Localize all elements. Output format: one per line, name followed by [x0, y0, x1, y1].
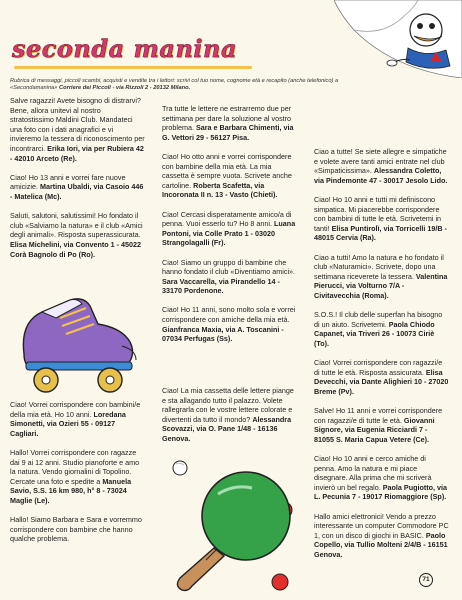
message-7 — [162, 104, 297, 142]
page-title: seconda manina — [12, 34, 238, 63]
message-text: Ciao a tutte! Se siete allegre e simpatiche e volete avere tanti amici entrate nel club «Simpaticissima». — [314, 147, 447, 176]
message-address: Giovanni Signore, via Eugenia Ricciardi 7 - 81055 S. Maria Capua Vetere (Ce). — [314, 415, 435, 444]
title-underline — [14, 66, 252, 69]
message-6 — [10, 515, 145, 544]
message-8 — [162, 152, 297, 200]
message-address: Manuela Savio, S.S. 16 km 980, h° 8 - 73024 Maglie (Le). — [10, 476, 132, 505]
message-5 — [10, 448, 145, 506]
column-1 — [10, 96, 145, 269]
intro-lead: Rubrica di messaggi, piccoli scambi, acquisti e vendite tra i lettori: scrivi col tuo nome, cognome età e recapito (anche telefonico) a «Secondamanina» — [10, 78, 339, 91]
message-text: Ciao! Ho 10 anni e tutti mi definiscono simpatica. Mi piacerebbe corrispondere con bambini di tutte le età. Scrivetemi in tanti! — [314, 194, 442, 233]
column-3 — [314, 147, 449, 569]
roller-skate-icon — [12, 282, 142, 398]
message-19 — [314, 454, 449, 502]
message-text: Hallo amici elettronici! Vendo a prezzo interessante un computer Commodore PC 1, con un disco di giochi in BASIC. — [314, 511, 449, 540]
page-curl-duck-icon — [334, 0, 462, 78]
column-2-continued — [162, 386, 297, 444]
message-text: Ciao a tutti! Amo la natura e ho fondato il club «Naturamici». Scrivete, dopo una settimana riceverete la tessera. — [314, 252, 444, 281]
message-1 — [10, 96, 145, 163]
message-text: Ciao! Vorrei corrispondere con ragazzi/e di tutte le età. Risposta assicurata. — [314, 358, 443, 377]
message-address: Sara e Barbara Chimenti, via G. Vettori 29 - 56127 Pisa. — [162, 123, 294, 142]
message-9 — [162, 210, 297, 248]
message-text: Saluti, salutoni, salutissimi! Ho fondato il club «Salviamo la natura» e il club «Amici degli animali». Risposta superassicurata. — [10, 211, 143, 240]
message-text: Ciao! Vorrei corrispondere con bambini/e della mia età. Ho 10 anni. — [10, 400, 141, 419]
message-20 — [314, 512, 449, 560]
message-10 — [162, 258, 297, 296]
message-15 — [314, 253, 449, 301]
column-1-continued — [10, 400, 145, 554]
message-text: Ciao! Siamo un gruppo di bambine che hanno fondato il club «Diventiamo amici». — [162, 257, 296, 277]
message-4 — [10, 400, 145, 438]
message-text: Ciao! Ho 11 anni, sono molto sola e vorrei corrispondere con amiche della mia età. — [162, 305, 296, 325]
message-address: Elisa Devecchi, via Dante Alighieri 10 - 27020 Breme (Pv). — [314, 367, 449, 396]
message-address: Paolo Copello, via Tullio Molteni 2/4/B - 16151 Genova. — [314, 530, 448, 559]
message-3-lead — [10, 211, 145, 259]
message-2 — [10, 173, 145, 202]
message-text: Salve! Ho 11 anni e vorrei corrispondere con ragazzi/e di tutte le età. — [314, 406, 443, 425]
message-address: Martina Ubaldi, via Casoio 446 - Matelica (Mc). — [10, 182, 144, 201]
message-text: Ciao! Ho 10 anni e cerco amiche di penna. Amo la natura e mi piace disegnare. Alla prima che mi scriverà invierò un bel regalo. — [314, 454, 432, 492]
column-2 — [162, 104, 297, 353]
message-17 — [314, 358, 449, 396]
message-text: Salve ragazzi! Avete bisogno di distrarvi? Bene, allora unitevi al nostro stratostissimo Maldini Club. Mandateci una foto con i dati anagrafici e vi invieremo la tessera di riconoscimento per incontrarci. — [10, 96, 145, 153]
message-14 — [314, 195, 449, 243]
message-address: Gianfranca Maxia, via A. Toscanini - 07034 Perfugas (Ss). — [162, 324, 284, 344]
message-address: Paola Pugiotto, via L. Pecunia 7 - 19017 Riomaggiore (Sp). — [314, 482, 448, 502]
message-11 — [162, 305, 297, 343]
page-header — [0, 0, 462, 91]
message-address: Sara Vaccarella, via Pirandello 14 - 33170 Pordenone. — [162, 276, 280, 296]
page-number: 71 — [419, 573, 433, 587]
message-address: Elisa Michelini, via Convento 1 - 45022 Corà Bagnolo di Po (Ro). — [10, 239, 142, 259]
message-text: Ciao! Ho 13 anni e vorrei fare nuove amicizie. — [10, 172, 126, 192]
message-address: Valentina Pierucci, via Volturno 7/A - Civitavecchia (Roma). — [314, 271, 448, 300]
message-address: Paola Chiodo Capanet, via Triveri 26 - 10073 Ciriè (To). — [314, 319, 435, 348]
message-18 — [314, 406, 449, 444]
intro-tail: Corriere dei Piccoli - via Rizzoli 2 - 20132 Milano. — [59, 85, 191, 91]
message-address: Alessandra Coletto, via Pindemonte 47 - 30017 Jesolo Lido. — [314, 166, 448, 185]
message-text: Hallo! Siamo Barbara e Sara e vorremmo corrispondere con bambine che hanno qualche problema. — [10, 515, 142, 544]
message-address: Alessandra Scovazzi, via O. Pane 1/48 - 16136 Genova. — [162, 414, 292, 443]
message-address: Luana Pontoni, via Colle Prato 1 - 03020 Strangolagalli (Fr). — [162, 219, 296, 248]
message-address: Elisa Puntirolì, via Torricelli 19/B - 48015 Cervia (Ra). — [314, 223, 447, 243]
message-13 — [314, 147, 449, 185]
message-16 — [314, 310, 449, 348]
message-address: Erika Iori, via per Rubiera 42 - 42010 Arceto (Re). — [10, 143, 144, 163]
message-text: S.O.S.! Il club delle superfan ha bisogno di un aiuto. Scrivetemi. — [314, 310, 443, 329]
message-text: Ciao! La mia cassetta delle lettere piange e sta allagando tutto il palazzo. Volete rallegrarla con le vostre lettere colorate e divertenti da tutto il mondo? — [162, 386, 294, 424]
message-text: Ciao! Cercasi disperatamente amico/a di penna. Vuoi esserlo tu? Ho 8 anni. — [162, 209, 292, 229]
message-12 — [162, 386, 297, 444]
message-address: Loredana Simonetti, via Ozieri 55 - 09127 Cagliari. — [10, 409, 126, 438]
intro-text — [10, 78, 340, 92]
message-text: Ciao! Ho otto anni e vorrei corrispondere con bambine della mia età. La mia cassetta è sempre vuota. Scrivete anche cartoline. — [162, 151, 292, 190]
message-text: Tra tutte le lettere ne estrarremo due per settimana per dare la soluzione al vostro problema. — [162, 104, 292, 133]
ping-pong-paddle-icon — [160, 454, 298, 594]
message-address: Roberta Scafetta, via Incoronata II n. 13 - Vasto (Chieti). — [162, 180, 278, 200]
message-text: Hallo! Vorrei corrispondere con ragazze dai 9 ai 12 anni. Studio pianoforte e amo la natura. Vendo giornalini di Topolino. Cercate una foto e spedite a — [10, 447, 140, 486]
